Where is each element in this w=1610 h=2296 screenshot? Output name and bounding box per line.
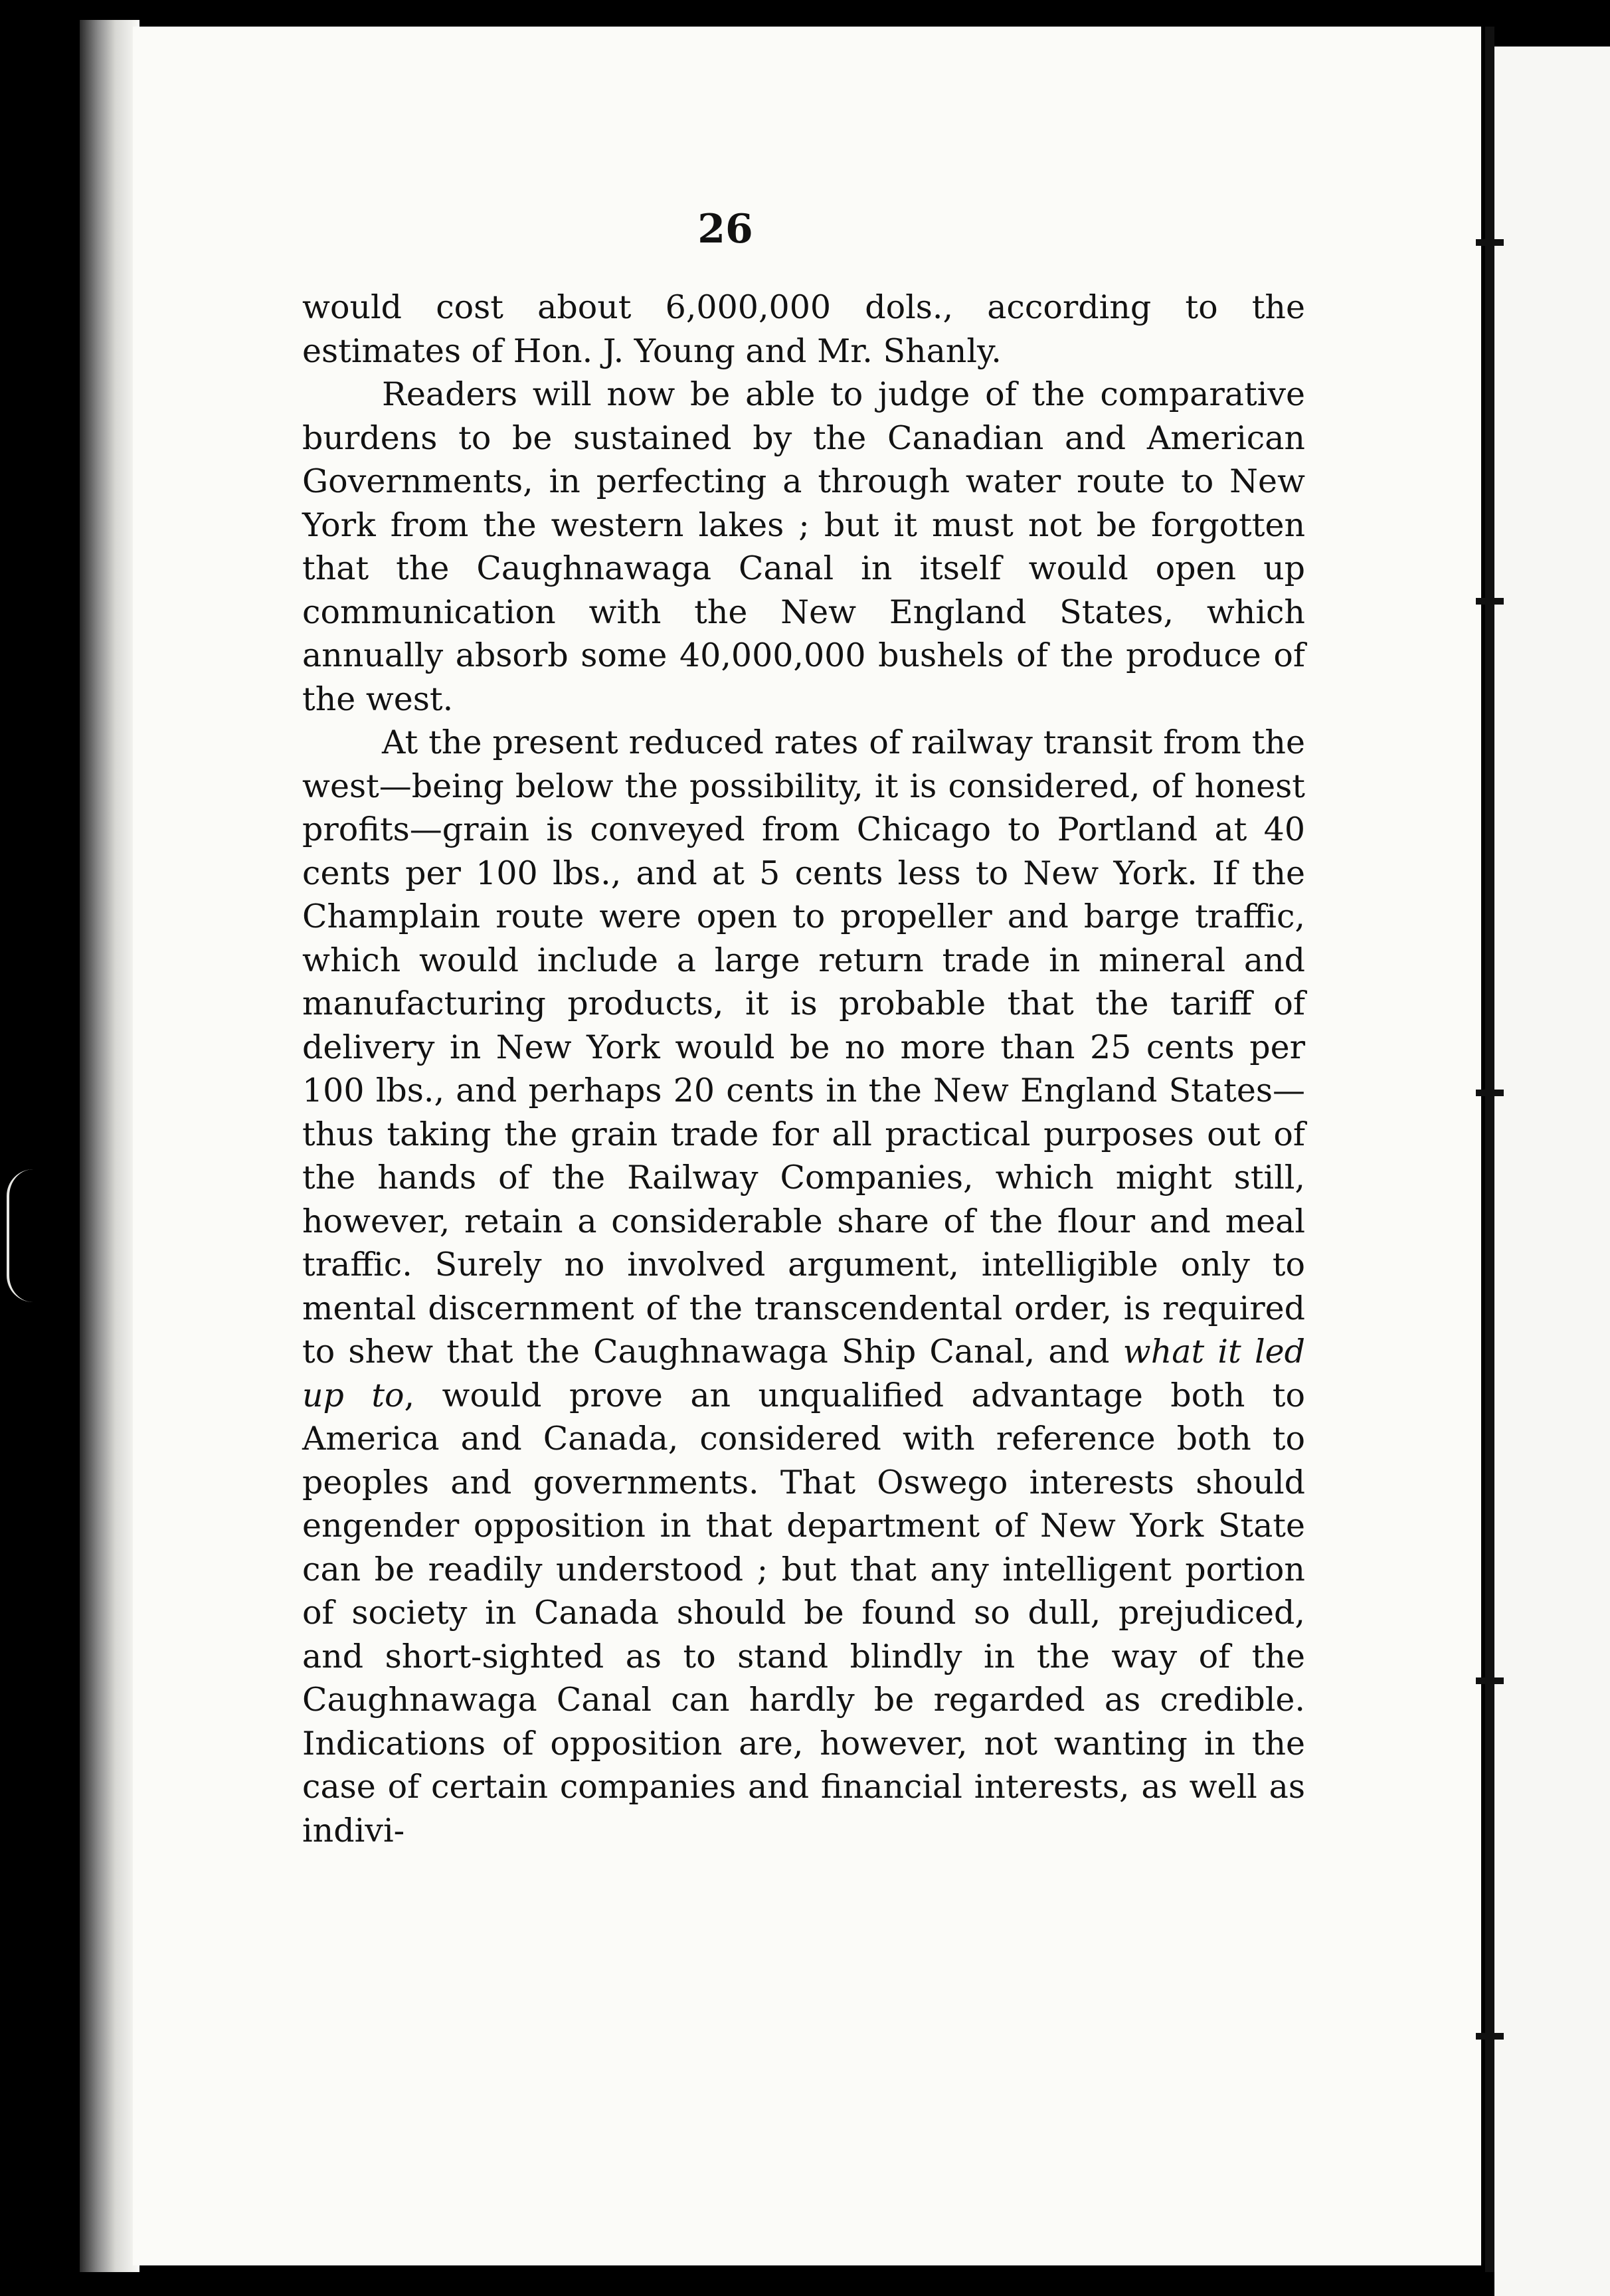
paragraph: would cost about 6,000,000 dols., according to the estimates of Hon. J. Young and Mr. Shanly. (302, 288, 1305, 370)
gutter-notch (1476, 2033, 1504, 2040)
page-number: 26 (697, 206, 753, 252)
body-text (302, 286, 1305, 1852)
gutter-line (1485, 27, 1494, 2272)
paragraph-text: , would prove an unqualified advantage both to America and Canada, considered with reference both to peoples and governments. That Oswego interests should engender opposition in that department of New York State can be readily understood ; but that any intelligent portion of society in Canada should be found so dull, prejudiced, and short-sighted as to stand blindly in the way of the Caughnawaga Canal can hardly be regarded as credible. Indications of opposition are, however, not wanting in the case of certain companies and financial interests, as well as indivi- (302, 1376, 1305, 1850)
italic-phrase: what it led up to (302, 1333, 1305, 1414)
paragraph: Readers will now be able to judge of the comparative burdens to be sustained by the Canadian and American Governments, in perfecting a through water route to New York from the western lakes ; but it must not be forgotten that the Caughnawaga Canal in itself would open up communication with the New England States, which annually absorb some 40,000,000 bushels of the produce of the west. (302, 375, 1305, 718)
gutter-notch (1476, 1677, 1504, 1684)
book-spine (80, 20, 139, 2272)
gutter-notch (1476, 598, 1504, 605)
margin-mark (7, 1169, 43, 1302)
gutter-notch (1476, 1090, 1504, 1096)
paragraph (302, 721, 1305, 1852)
paragraph-text: At the present reduced rates of railway transit from the west—being below the possibility, it is considered, of honest profits—grain is conveyed from Chicago to Portland at 40 cents per 100 lbs., and at 5 cents less to New York. If the Champlain route were open to propeller and barge traffic, which would include a large return trade in mineral and manufacturing products, it is probable that the tariff of delivery in New York would be no more than 25 cents per 100 lbs., and perhaps 20 cents in the New England States—thus taking the grain trade for all practical purposes out of the hands of the Railway Companies, which might still, however, retain a considerable share of the flour and meal traffic. Surely no involved argument, intelligible only to mental discernment of the transcendental order, is required to shew that the Caughnawaga Ship Canal, and (302, 723, 1305, 1371)
facing-page-edge (1494, 47, 1610, 2296)
